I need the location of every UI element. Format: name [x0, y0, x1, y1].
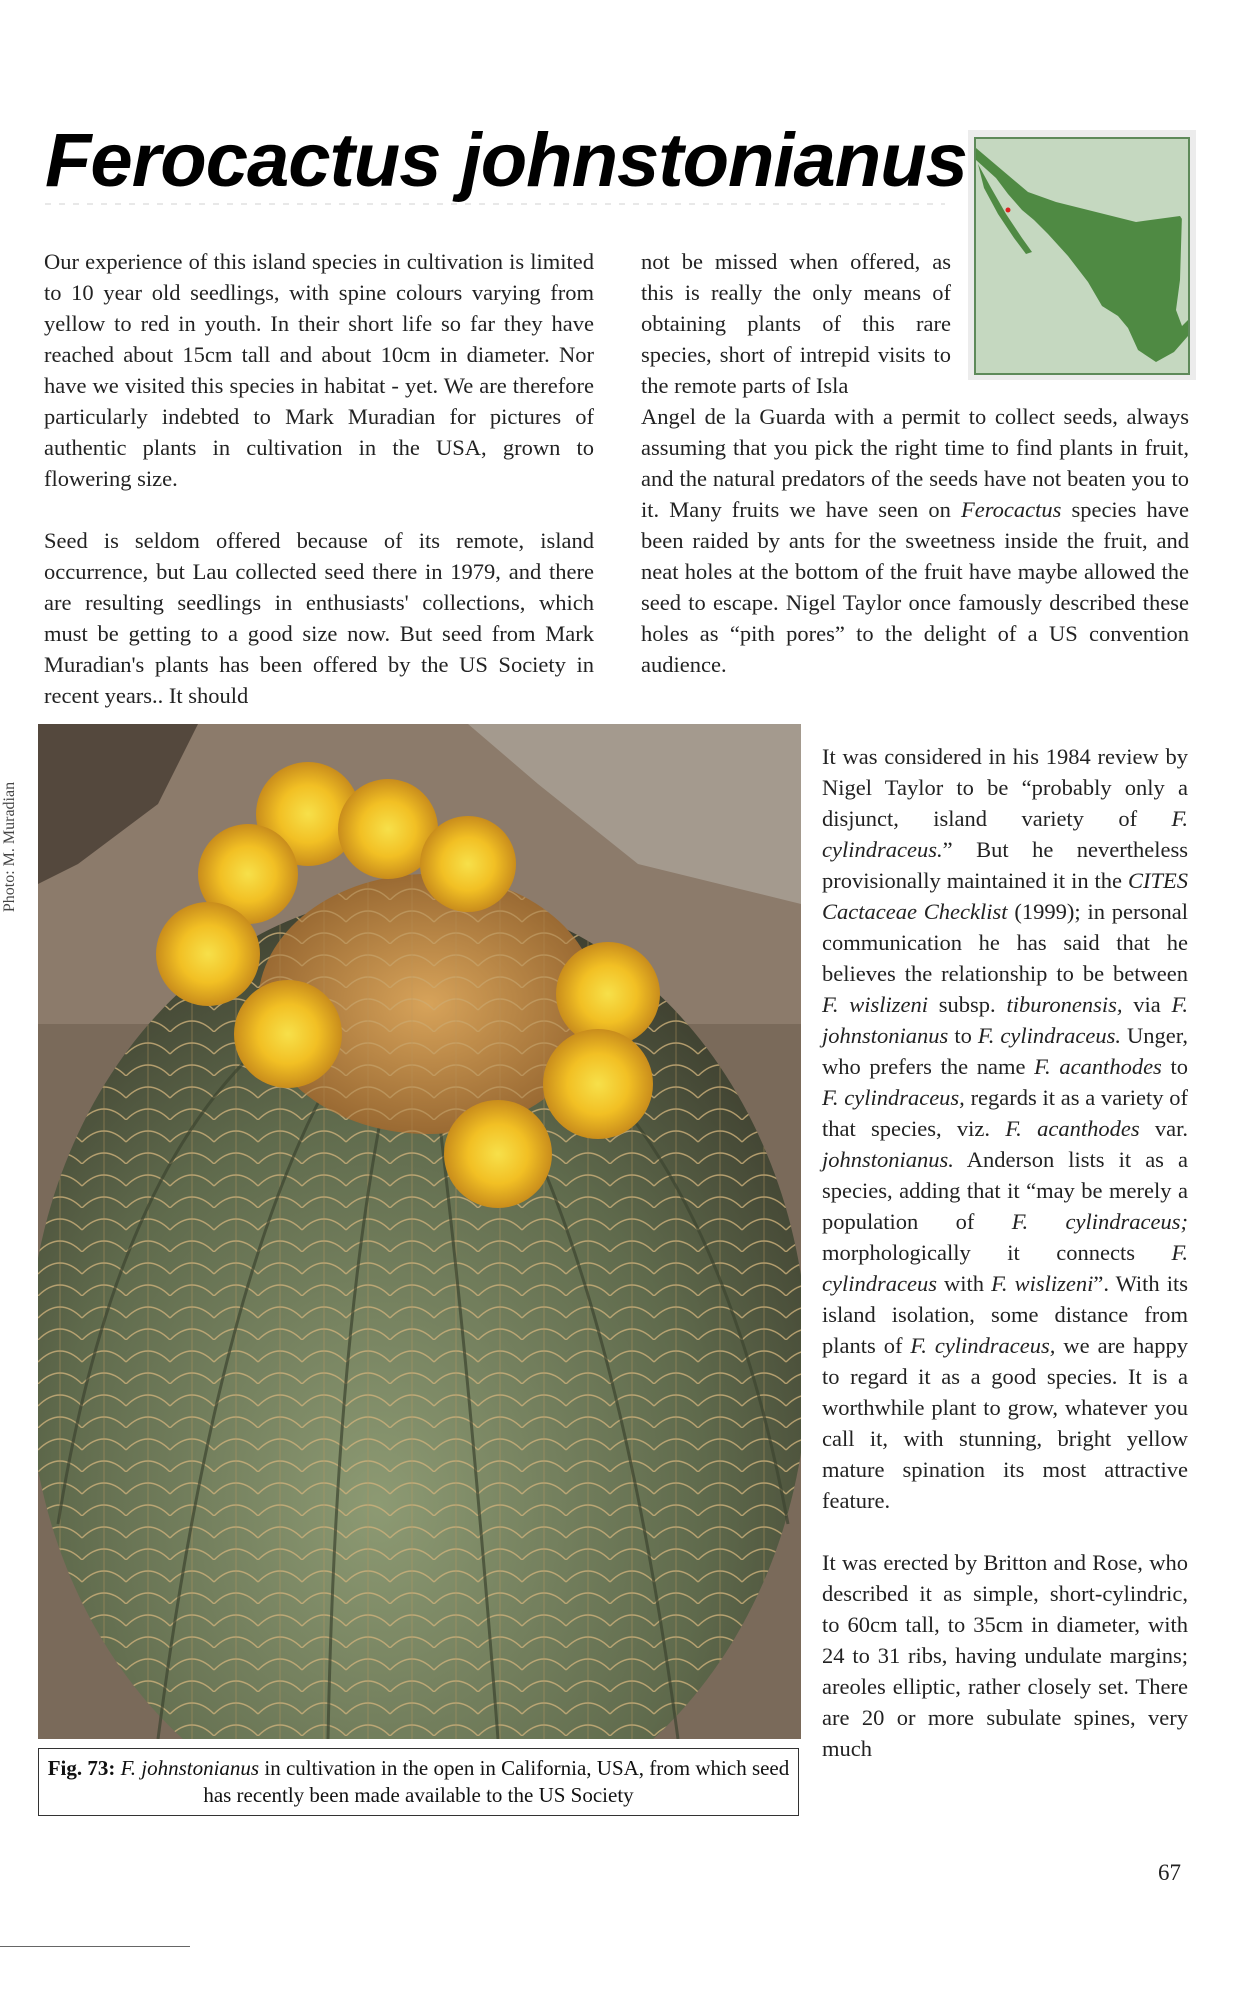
caption-species: F. johnstonianus: [120, 1756, 260, 1780]
column-left-text: [44, 246, 594, 711]
paragraph-description: It was erected by Britton and Rose, who described it as simple, short-cylindric, to 60cm tall, to 35cm in diameter, with 24 to 31 ribs, having undulate margins; areoles elliptic, rather closely set. There are 20 or more subulate spines, very much: [822, 1550, 1188, 1761]
cactus-photo: [38, 724, 801, 1739]
genus-name: Ferocactus: [960, 497, 1062, 522]
title-underline: [45, 203, 945, 205]
paragraph-taxonomy: It was considered in his 1984 review by Nigel Taylor to be “probably only a disjunct, island variety of F. cylindraceus.” But he nevertheless provisionally maintained it in the CITES Cactaceae Checklist (1999); in personal communication he has said that he believes the relationship to be between F. wislizeni subsp. tiburonensis, via F. johnstonianus to F. cylindraceus. Unger, who prefers the name F. acanthodes to F. cylindraceus, regards it as a variety of that species, viz. F. acanthodes var. johnstonianus. Anderson lists it as a species, adding that it “may be merely a population of F. cylindraceus; morphologically it connects F. cylindraceus with F. wislizeni”. With its island isolation, some distance from plants of F. cylindraceus, we are happy to regard it as a good species. It is a worthwhile plant to grow, whatever you call it, with stunning, bright yellow mature spination its most attractive feature.: [822, 744, 1189, 1513]
column-third-text: [822, 741, 1188, 1764]
page-number: 67: [1158, 1860, 1181, 1885]
caption-text: in cultivation in the open in California, USA, from which seed has recently been made available to the US Society: [203, 1756, 790, 1807]
cactus-image: [38, 724, 801, 1739]
distribution-map: [968, 130, 1196, 380]
footer-rule: [0, 1946, 190, 1947]
map-graphic: [968, 130, 1196, 380]
column-right-text-continued: Angel de la Guarda with a permit to collect seeds, always assuming that you pick the right time to find plants in fruit, and the natural predators of the seeds have not beaten you to it. Many fruits we have seen on Ferocactus species have been raided by ants for the sweetness inside the fruit, and neat holes at the bottom of the fruit have maybe allowed the seed to escape. Nigel Taylor once famously described these holes as “pith pores” to the delight of a US convention audience.: [641, 404, 1189, 677]
article-title: Ferocactus johnstonianus: [45, 118, 967, 203]
paragraph-cultivation: Our experience of this island species in cultivation is limited to 10 year old seedlings, with spine colours varying from yellow to red in youth. In their short life so far they have reached about 15cm tall and about 10cm in diameter. Nor have we visited this species in habitat - yet. We are therefore particularly indebted to Mark Muradian for pictures of authentic plants in cultivation in the USA, grown to flowering size.: [44, 249, 594, 491]
figure-caption: [38, 1748, 799, 1816]
column-right-text-top: not be missed when offered, as this is really the only means of obtaining plants of this rare species, short of intrepid visits to the remote parts of Isla: [641, 249, 951, 398]
paragraph-seed: Seed is seldom offered because of its remote, island occurrence, but Lau collected seed there in 1979, and there are resulting seedlings in enthusiasts' collections, which must be getting to a good size now. But seed from Mark Muradian's plants has been offered by the US Society in recent years.. It should: [44, 528, 594, 708]
photo-credit: Photo: M. Muradian: [1, 781, 18, 913]
figure-label: Fig. 73:: [47, 1756, 116, 1780]
